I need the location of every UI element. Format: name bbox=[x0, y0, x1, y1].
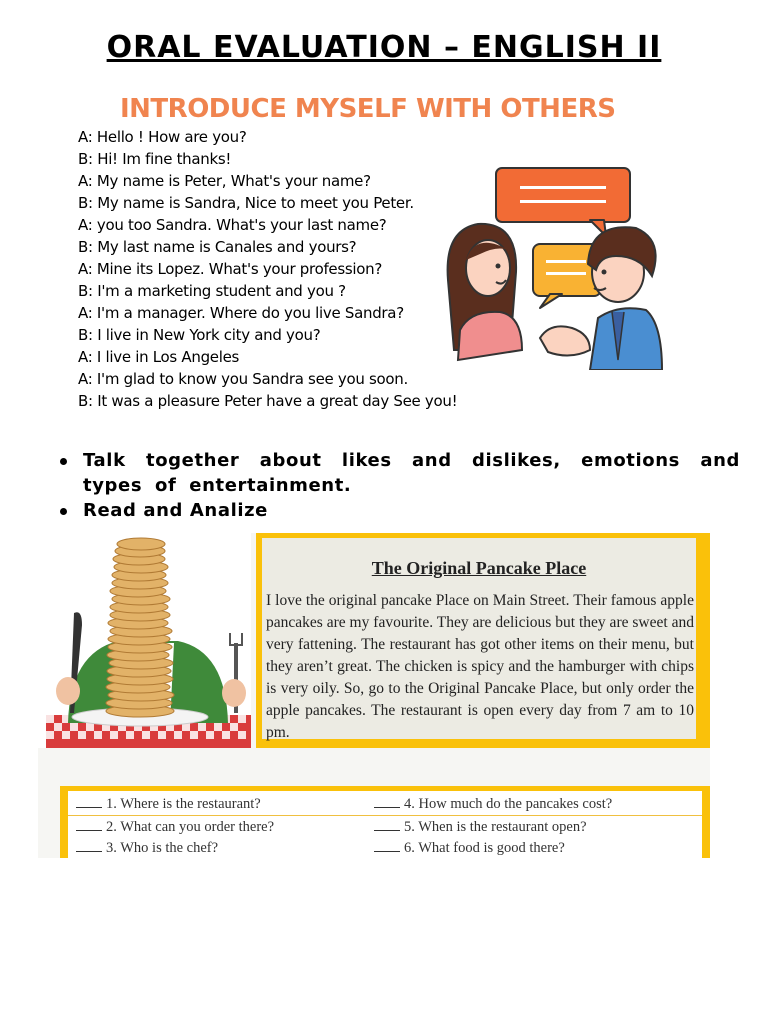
pancake-stack-icon bbox=[106, 538, 174, 717]
speech-bubble-icon bbox=[496, 168, 630, 236]
answer-blank[interactable] bbox=[76, 839, 102, 852]
question-item bbox=[374, 795, 612, 813]
reading-panel bbox=[38, 533, 710, 858]
dialogue-line: B: My name is Sandra, Nice to meet you Peter. bbox=[78, 194, 414, 212]
question-item bbox=[374, 839, 565, 857]
dialogue-list bbox=[78, 126, 478, 412]
story-content bbox=[262, 538, 696, 739]
question-item bbox=[76, 839, 218, 857]
dialogue-line: A: I'm glad to know you Sandra see you soon. bbox=[78, 370, 408, 388]
dialogue-line: A: Hello ! How are you? bbox=[78, 128, 247, 146]
question-item bbox=[374, 818, 587, 836]
answer-blank[interactable] bbox=[374, 839, 400, 852]
instruction-item bbox=[50, 498, 740, 523]
question-text: 1. Where is the restaurant? bbox=[106, 796, 261, 812]
instruction-text: Talk together about likes and dislikes, emotions and types of entertainment. bbox=[83, 450, 740, 496]
dialogue-line: B: I live in New York city and you? bbox=[78, 326, 321, 344]
question-text: 4. How much do the pancakes cost? bbox=[404, 796, 613, 812]
dialogue-line: B: It was a pleasure Peter have a great day See you! bbox=[78, 392, 458, 410]
dialogue-line: A: My name is Peter, What's your name? bbox=[78, 172, 371, 190]
question-text: 6. What food is good there? bbox=[404, 840, 565, 856]
story-frame bbox=[256, 533, 710, 748]
answer-blank[interactable] bbox=[374, 795, 400, 808]
questions-table bbox=[68, 791, 702, 858]
two-people-talking-illustration bbox=[440, 160, 670, 370]
dialogue-line: B: I'm a marketing student and you ? bbox=[78, 282, 346, 300]
question-text: 5. When is the restaurant open? bbox=[404, 819, 587, 835]
question-text: 2. What can you order there? bbox=[106, 819, 275, 835]
pancake-stack-photo bbox=[38, 533, 251, 748]
dialogue-line: B: My last name is Canales and yours? bbox=[78, 238, 357, 256]
dialogue-line: A: I live in Los Angeles bbox=[78, 348, 240, 366]
bullet-icon bbox=[60, 458, 67, 465]
dialogue-line: A: I'm a manager. Where do you live Sandra? bbox=[78, 304, 404, 322]
question-item bbox=[76, 795, 261, 813]
section-heading: INTRODUCE MYSELF WITH OTHERS bbox=[120, 94, 616, 124]
dialogue-line: B: Hi! Im fine thanks! bbox=[78, 150, 232, 168]
instruction-text: Read and Analize bbox=[83, 500, 268, 521]
instruction-item bbox=[50, 448, 740, 498]
answer-blank[interactable] bbox=[374, 818, 400, 831]
page-title: ORAL EVALUATION – ENGLISH II bbox=[106, 30, 662, 65]
question-item bbox=[76, 818, 274, 836]
story-title: The Original Pancake Place bbox=[371, 558, 587, 578]
woman-figure-icon bbox=[448, 224, 522, 360]
question-text: 3. Who is the chef? bbox=[106, 840, 219, 856]
instruction-list bbox=[50, 448, 740, 523]
dialogue-line: A: you too Sandra. What's your last name? bbox=[78, 216, 387, 234]
row-divider bbox=[68, 815, 702, 816]
bullet-icon bbox=[60, 508, 67, 515]
answer-blank[interactable] bbox=[76, 795, 102, 808]
questions-frame bbox=[60, 786, 710, 858]
dialogue-line: A: Mine its Lopez. What's your profession? bbox=[78, 260, 382, 278]
story-text: I love the original pancake Place on Main Street. Their famous apple pancakes are my favourite. They are delicious but they are sweet and very fattening. The restaurant has got other items on their menu, but they aren’t great. The chicken is spicy and the hamburger with chips is very oily. So, go to the Original Pancake Place, but only order the apple pancakes. The restaurant is open every day from 7 am to 10 pm. bbox=[266, 592, 694, 741]
answer-blank[interactable] bbox=[76, 818, 102, 831]
